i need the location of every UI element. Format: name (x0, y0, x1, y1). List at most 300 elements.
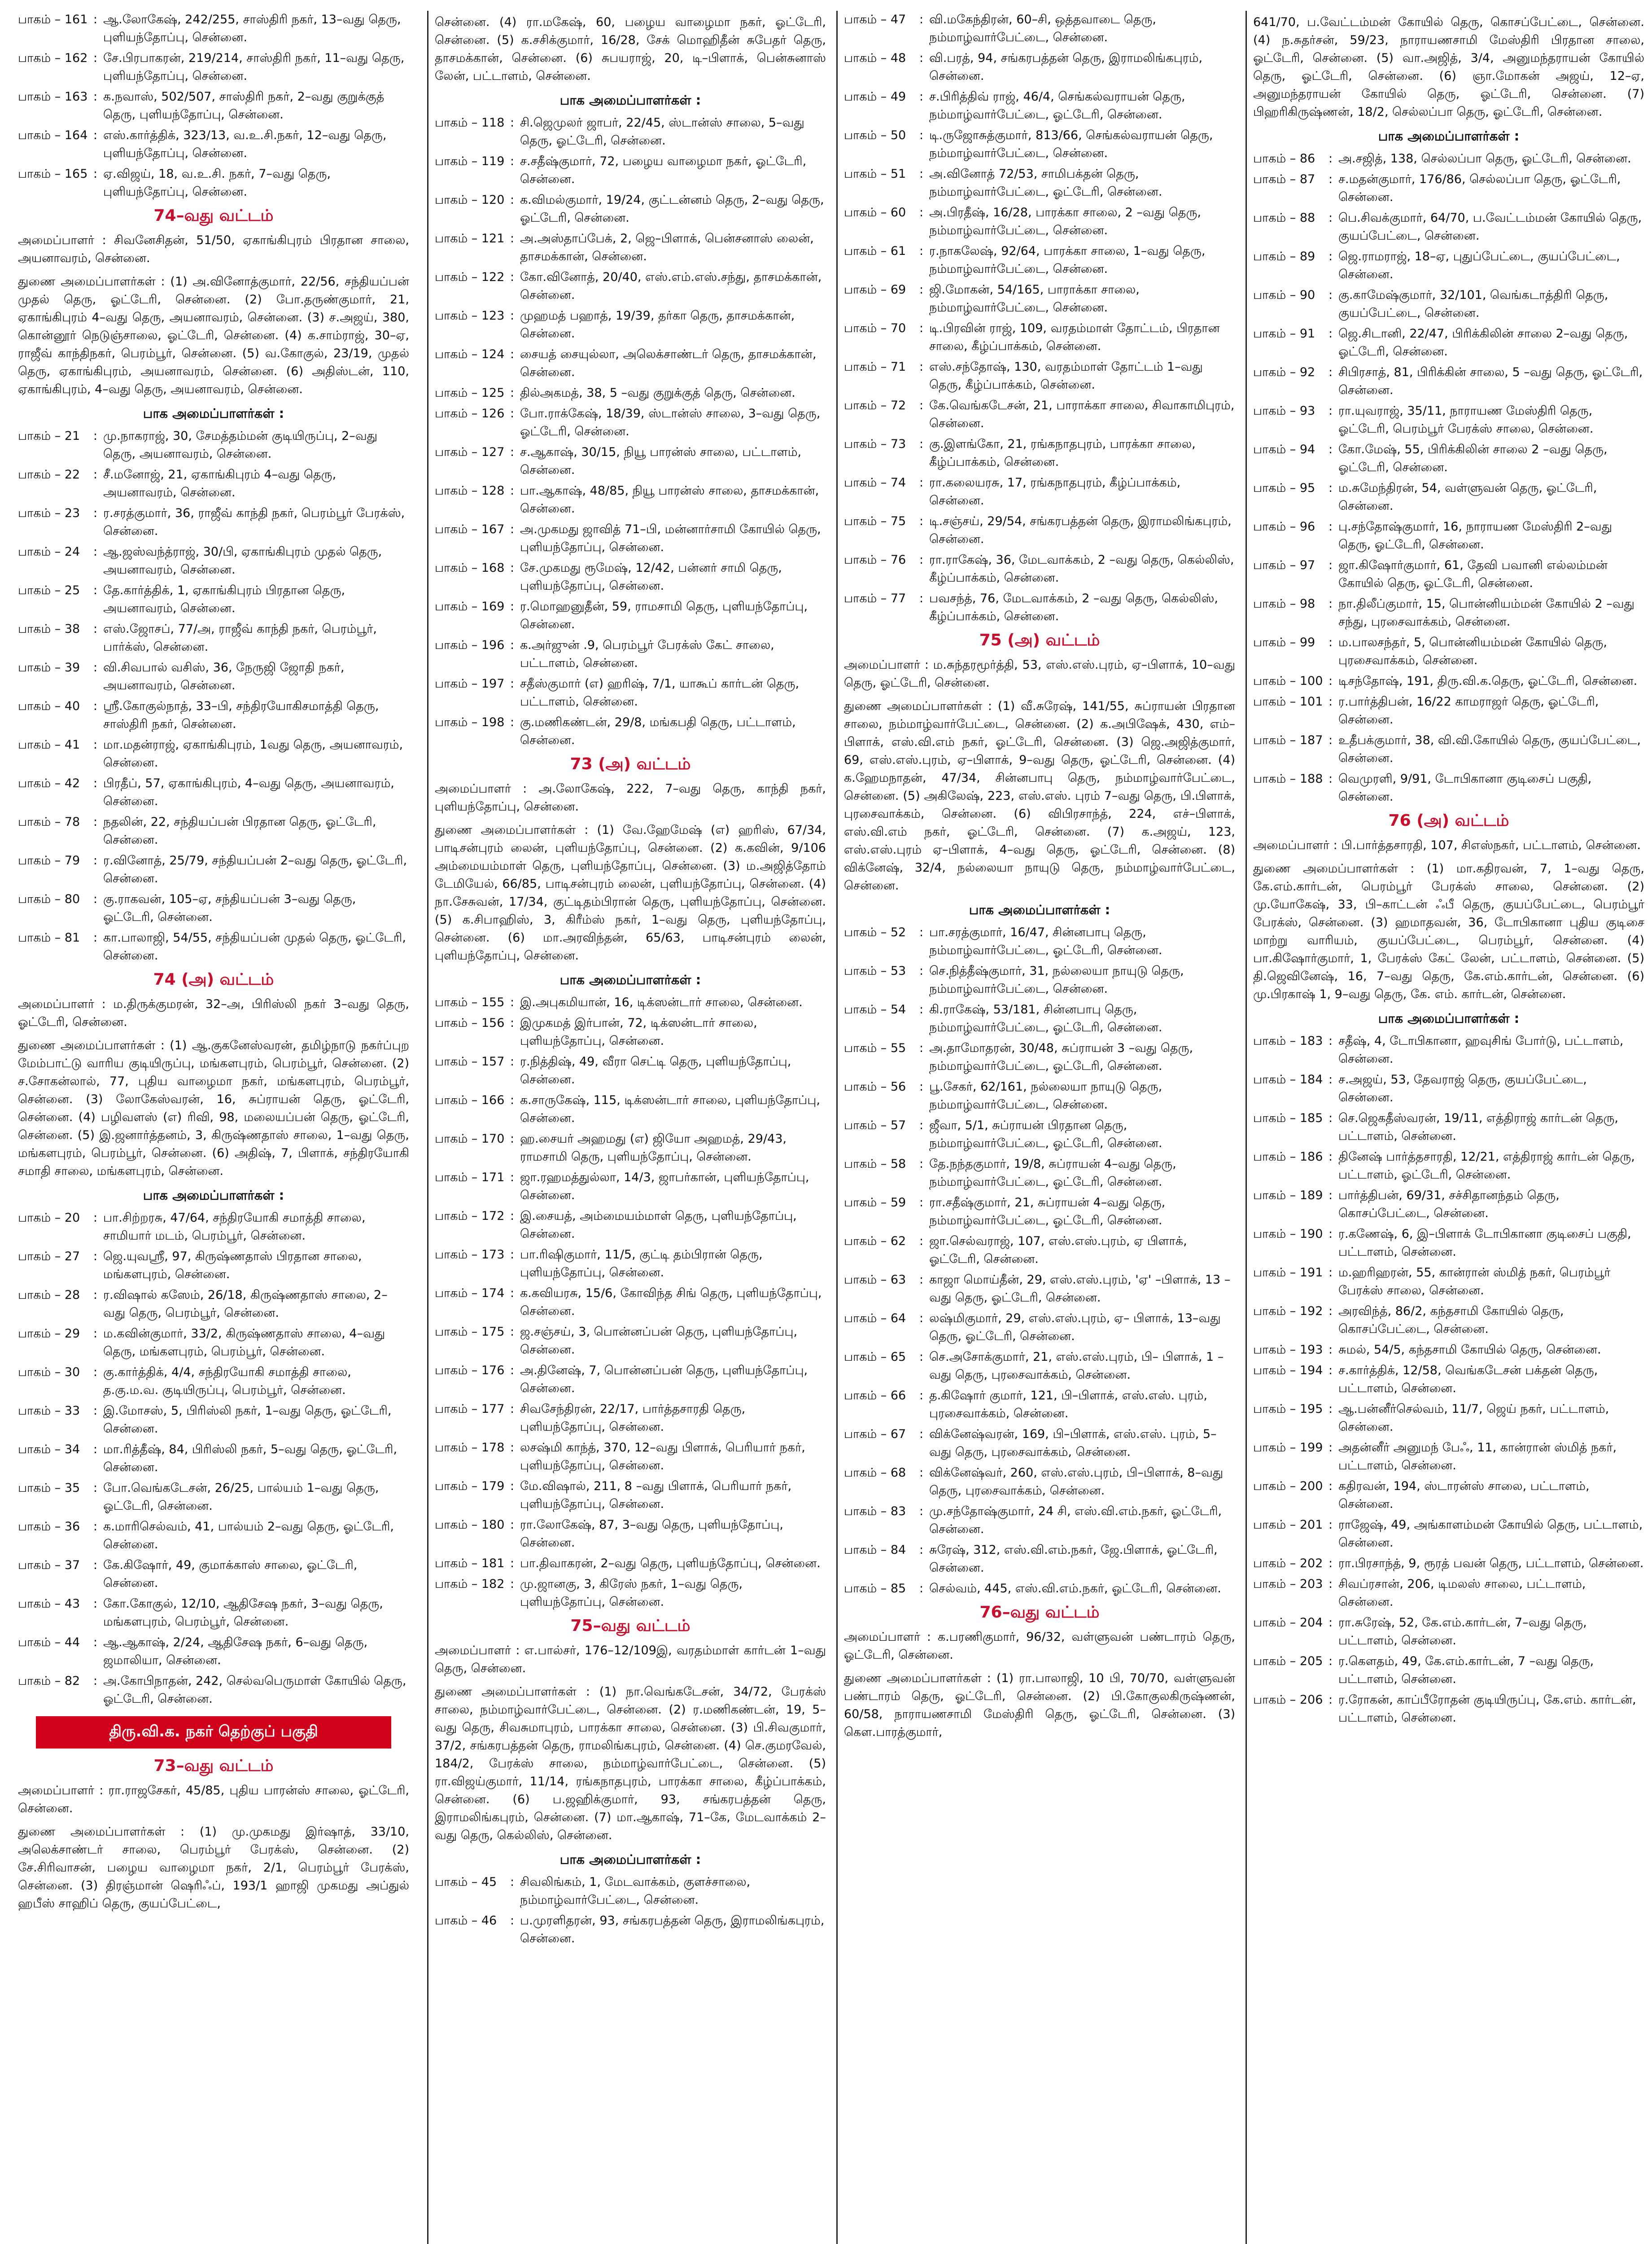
section-head-3: பாக அமைப்பாளர்கள் : (559, 92, 701, 108)
person-address: இ.அபுகமியான், 16, டிக்ஸன்டார் சாலை, சென்னை. (520, 995, 803, 1009)
list-item (844, 1387, 1235, 1423)
separator: : (1329, 1518, 1333, 1532)
person-address: ம.சுமேந்திரன், 54, வள்ளுவன் தெரு, ஓட்டேரி, சென்னை. (1338, 481, 1597, 513)
part-number: பாகம் – 169 (435, 600, 505, 614)
separator: : (510, 1363, 515, 1377)
person-address: ஆ.லோகேஷ், 242/255, சாஸ்திரி நகர், 13–வது தெரு, புளியந்தோப்பு, சென்னை. (103, 13, 401, 44)
list-item (18, 1248, 409, 1284)
person-address: இமுகமத் இர்பான், 72, டிக்ஸன்டார் சாலை, புளியந்தோப்பு, சென்னை. (520, 1016, 757, 1048)
section-head-5: பாக அமைப்பாளர்கள் : (559, 1852, 701, 1867)
list-item (18, 543, 409, 579)
separator: : (919, 1389, 924, 1402)
part-number: பாகம் – 155 (435, 995, 505, 1009)
list-item (18, 88, 409, 124)
person-address: ஜா.ரஹமத்துல்லா, 14/3, ஜாபர்கான், புளியந்தோப்பு, சென்னை. (520, 1170, 809, 1202)
part-number: பாகம் – 166 (435, 1093, 505, 1107)
person-address: சிவப்ரசான், 206, டிமலஸ் சாலை, பட்டாளம், சென்னை. (1338, 1577, 1586, 1609)
separator: : (93, 1520, 98, 1534)
list-item (844, 1271, 1235, 1307)
ward-76a-title: 76 (அ) வட்டம் (1388, 811, 1509, 830)
separator: : (93, 1365, 98, 1379)
list-item (435, 1130, 826, 1166)
separator: : (93, 583, 98, 597)
part-number: பாகம் – 203 (1253, 1577, 1323, 1591)
part-number: பாகம் – 99 (1253, 636, 1315, 649)
separator: : (919, 13, 924, 26)
person-address: ப.முரளிதரன், 93, சங்கரபத்தன் தெரு, இராமலிங்கபுரம், சென்னை. (520, 1914, 825, 1946)
part-number: பாகம் – 193 (1253, 1343, 1323, 1357)
ward-73-deputies: துணை அமைப்பாளர்கள் : (1) மு.முகமது இர்ஷாத், 33/10, அலெக்சாண்டர் சாலை, பெரம்பூர் பேரக்ஸ், சென்னை. (2) சே.சிரிவாசன், பழைய வாழைமா நகர், 2/1, பெரம்பூர் பேரக்ஸ், சென்னை. (3) திரஞ்மான் ஷெரிஃப், 193/1 ஹாஜி முகமது அப்துல் ஹபீஸ் சாஹிப் தெரு, குயப்பேட்டை, (18, 1825, 409, 1911)
part-number: பாகம் – 83 (844, 1504, 906, 1518)
entries-col4-a (1253, 150, 1644, 806)
separator: : (919, 1350, 924, 1364)
part-number: பாகம் – 62 (844, 1234, 906, 1248)
part-number: பாகம் – 70 (844, 321, 906, 335)
part-number: பாகம் – 183 (1253, 1034, 1323, 1048)
separator: : (1329, 1654, 1333, 1668)
list-item (18, 11, 409, 47)
part-number: பாகம் – 121 (435, 232, 505, 245)
part-number: பாகம் – 122 (435, 270, 505, 284)
separator: : (93, 1674, 98, 1688)
person-address: ச.ஆகாஷ், 30/15, நியூ பாரன்ஸ் சாலை, பட்டாளம், சென்னை. (520, 445, 802, 477)
person-address: லஷ்மிகுமார், 29, எஸ்.எஸ்.புரம், ஏ– பிளாக், 13–வது தெரு, ஓட்டேரி, சென்னை. (929, 1311, 1221, 1343)
section-head-2: பாக அமைப்பாளர்கள் : (143, 1188, 284, 1203)
separator: : (919, 1427, 924, 1441)
person-address: ம.ஹரிஹரன், 55, கான்ரான் ஸ்மித் நகர், பெரம்பூர் பேரக்ஸ் சாலை, சென்னை. (1338, 1266, 1611, 1297)
ward-76-deputies: துணை அமைப்பாளர்கள் : (1) ரா.பாலாஜி, 10 பி, 70/70, வள்ளுவன் பண்டாரம் தெரு, ஓட்டேரி, சென்னை. (2) பி.கோகுலகிருஷ்ணன், 60/58, நாராயணசாமி மேஸ்திரி தெரு, ஓட்டேரி, சென்னை. (3) கௌ.பாரத்குமார், (844, 1671, 1235, 1739)
person-address: ர.விஷால் கஸேம், 26/18, கிருஷ்ணதாஸ் சாலை, 2–வது தெரு, பெரம்பூர், சென்னை. (103, 1288, 388, 1320)
person-address: அரவிந்த், 86/2, கந்தசாமி கோயில் தெரு, கொசப்பேட்டை, சென்னை. (1338, 1304, 1564, 1336)
part-number: பாகம் – 186 (1253, 1150, 1323, 1164)
separator: : (1329, 1227, 1333, 1241)
list-item (844, 281, 1235, 317)
list-item (1253, 364, 1644, 399)
list-item (844, 1117, 1235, 1153)
list-item (435, 1516, 826, 1552)
part-number: பாகம் – 94 (1253, 443, 1315, 456)
list-item (1253, 1187, 1644, 1223)
part-number: பாகம் – 33 (18, 1404, 80, 1418)
person-address: லசஷ்மி காந்த், 370, 12–வது பிளாக், பெரியார் நகர், புளியந்தோப்பு, சென்னை. (520, 1441, 805, 1473)
column-1 (18, 11, 409, 2244)
separator: : (919, 1157, 924, 1171)
person-address: ம.கவின்குமார், 33/2, கிருஷ்ணதாஸ் சாலை, 4–வது தெரு, மங்களபுரம், பெரம்பூர், சென்னை. (103, 1327, 385, 1359)
part-number: பாகம் – 191 (1253, 1266, 1323, 1280)
ward-74-title: 74–வது வட்டம் (153, 206, 274, 225)
part-number: பாகம் – 64 (844, 1311, 906, 1325)
part-number: பாகம் – 184 (1253, 1073, 1323, 1087)
part-number: பாகம் – 195 (1253, 1402, 1323, 1416)
person-address: செ.அசோக்குமார், 21, எஸ்.எஸ்.புரம், பி– பிளாக், 1 –வது தெரு, புரசைவாக்கம், சென்னை. (929, 1350, 1224, 1382)
part-number: பாகம் – 120 (435, 193, 505, 207)
list-item (844, 1194, 1235, 1230)
separator: : (510, 638, 515, 652)
separator: : (510, 1055, 515, 1069)
separator: : (510, 1286, 515, 1300)
person-address: ஜீவா, 5/1, சுப்ராயன் பிரதான தெரு, நம்மாழ்வார்பேட்டை, ஓட்டேரி, சென்னை. (929, 1118, 1163, 1150)
separator: : (93, 931, 98, 945)
part-number: பாகம் – 35 (18, 1481, 80, 1495)
list-item (18, 165, 409, 201)
list-item (435, 1207, 826, 1243)
person-address: ஜா.செல்வராஜ், 107, எஸ்.எஸ்.புரம், ஏ பிளாக், ஓட்டேரி, சென்னை. (929, 1234, 1187, 1266)
list-item (435, 1284, 826, 1320)
ward-75-deputies: துணை அமைப்பாளர்கள் : (1) நா.வெங்கடேசன், 34/72, பேரக்ஸ் சாலை, நம்மாழ்வார்பேட்டை, சென்னை. (2) ர.மணிகண்டன், 19, 5–வது தெரு, சிவசுமாபுரம், பாரக்கா சாலை, சென்னை. (3) பி.சிவகுமார், 37/2, சங்கரபத்தன் தெரு, ராமலிங்கபுரம், சென்னை. (4) செ.குமரவேல், 184/2, பேரக்ஸ் சாலை, நம்மாழ்வார்பேட்டை, சென்னை. (5) ரா.விஜய்குமார், 11/14, ரங்கநாதபுரம், பாரக்கா சாலை, கீழ்ப்பாக்கம், சென்னை. (6) ப.ஜஹிக்குமார், 93, சங்கரபத்தன் தெரு, இராமலிங்கபுரம், சென்னை. (7) மா.ஆகாஷ், 71–கே, மேடவாக்கம் 2– வது தெரு, கெல்லிஸ், சென்னை. (435, 1685, 826, 1842)
separator: : (919, 553, 924, 567)
part-number: பாகம் – 97 (1253, 558, 1315, 572)
separator: : (93, 13, 98, 26)
separator: : (510, 1248, 515, 1262)
separator: : (919, 1003, 924, 1017)
part-number: பாகம் – 59 (844, 1196, 906, 1210)
part-number: பாகம் – 119 (435, 154, 505, 168)
person-address: நா.திலீப்குமார், 15, பொன்னியம்மன் கோயில் 2 –வது சந்து, புரசைவாக்கம், சென்னை. (1338, 597, 1635, 629)
part-number: பாகம் – 171 (435, 1170, 505, 1184)
person-address: ஜா.கிஷோர்குமார், 61, தேவி பவானி எல்லம்மன் கோயில் தெரு, ஓட்டேரி, சென்னை. (1338, 558, 1608, 590)
separator: : (1329, 211, 1333, 225)
person-address: க.கவியரசு, 15/6, கோவிந்த சிங் தெரு, புளியந்தோப்பு, சென்னை. (520, 1286, 822, 1318)
separator: : (919, 360, 924, 374)
separator: : (919, 437, 924, 451)
separator: : (919, 244, 924, 258)
part-number: பாகம் – 178 (435, 1441, 505, 1455)
list-item (844, 88, 1235, 124)
person-address: அ.சஜித், 138, செல்லப்பா தெரு, ஓட்டேரி, சென்னை. (1338, 152, 1631, 166)
person-address: ஜ.சஞ்சய், 3, பொன்னப்பன் தெரு, புளியந்தோப்பு, சென்னை. (520, 1325, 798, 1357)
separator: : (1329, 1479, 1333, 1493)
person-address: க.நவாஸ், 502/507, சாஸ்திரி நகர், 2–வது குறுக்குத் தெரு, புளியந்தோப்பு, சென்னை. (103, 90, 385, 122)
list-item (435, 1014, 826, 1050)
entries-col2-c (435, 1873, 826, 1948)
part-number: பாகம் – 69 (844, 283, 906, 297)
separator: : (1329, 520, 1333, 534)
entries-col1-a (18, 11, 409, 201)
part-number: பாகம் – 197 (435, 677, 505, 691)
list-item (844, 474, 1235, 510)
person-address: அ.தினேஷ், 7, பொன்னப்பன் தெரு, புளியந்தோப்பு, சென்னை. (520, 1363, 808, 1395)
part-number: பாகம் – 95 (1253, 481, 1315, 495)
newspaper-page (18, 11, 1644, 2244)
list-item (1253, 672, 1644, 690)
part-number: பாகம் – 80 (18, 892, 80, 906)
person-address: எஸ்.ஜோசப், 77/அ, ராஜீவ் காந்தி நகர், பெரம்பூர், பார்க்ஸ், சென்னை. (103, 622, 377, 654)
list-item (18, 1518, 409, 1554)
list-item (18, 504, 409, 540)
person-address: ர.சரத்குமார், 36, ராஜீவ் காந்தி நகர், பெரம்பூர் பேரக்ஸ், சென்னை. (103, 506, 405, 538)
ward-74-deputies: துணை அமைப்பாளர்கள் : (1) அ.வினோத்குமார், 22/56, சந்தியப்பன் முதல் தெரு, ஓட்டேரி, சென்னை. (2) போ.தருண்குமார், 21, ஏகாங்கிபுரம் 4–வது தெரு, அயனாவரம், சென்னை. (3) ச.அஜய், 380, கொன்னூர் நெடுஞ்சாலை, ஓட்டேரி, சென்னை. (4) க.சாம்ராஜ், 30–ஏ, ராஜீவ் காந்திநகர், பெரம்பூர், சென்னை. (5) வ.கோகுல், 23/19, முதல் தெரு, ஏகாங்கிபுரம், அயனாவரம், சென்னை. (6) அதிஸ்டன், 110, ஏகாங்கிபுரம், 4–வது தெரு, அயனாவரம், சென்னை. (18, 275, 409, 396)
part-number: பாகம் – 188 (1253, 772, 1323, 786)
section-head: பாக அமைப்பாளர்கள் : (143, 406, 284, 421)
person-address: ச.கார்த்திக், 12/58, வெங்கடேசன் பக்தன் தெரு, பட்டாளம், சென்னை. (1338, 1363, 1598, 1395)
separator: : (510, 1479, 515, 1493)
separator: : (1329, 695, 1333, 709)
separator: : (1329, 365, 1333, 379)
person-address: பா.சிற்றரசு, 47/64, சந்திரயோகி சமாத்தி சாலை, சாமியார் மடம், பெரம்பூர், சென்னை. (103, 1211, 366, 1243)
list-item (18, 620, 409, 656)
separator: : (919, 514, 924, 528)
person-address: க.அர்ஜுன் .9, பெரம்பூர் பேரக்ஸ் கேட் சாலை, பட்டாளம், சென்னை. (520, 638, 774, 670)
person-address: அ.பிரதீஷ், 16/28, பாரக்கா சாலை, 2 –வது தெரு, நம்மாழ்வார்பேட்டை, சென்னை. (929, 206, 1201, 237)
separator: : (510, 1170, 515, 1184)
list-item (844, 49, 1235, 85)
person-address: ர.வினோத், 25/79, சந்தியப்பன் 2–வது தெரு, ஓட்டேரி, சென்னை. (103, 854, 407, 885)
person-address: ஏ.விஜய், 18, வ.உ.சி. நகர், 7–வது தெரு, புளியந்தோப்பு, சென்னை. (103, 167, 331, 199)
part-number: பாகம் – 175 (435, 1325, 505, 1339)
part-number: பாகம் – 27 (18, 1249, 80, 1263)
person-address: ரா.சதீஷ்குமார், 21, சுப்ராயன் 4–வது தெரு, நம்மாழ்வார்பேட்டை, ஓட்டேரி, சென்னை. (929, 1196, 1166, 1227)
list-item (844, 11, 1235, 47)
person-address: க.மாரிசெல்வம், 41, பால்யம் 2–வது தெரு, ஓட்டேரி, சென்னை. (103, 1520, 394, 1552)
part-number: பாகம் – 204 (1253, 1616, 1323, 1630)
list-item (18, 1672, 409, 1708)
separator: : (510, 600, 515, 614)
person-address: கே.கிஷோர், 49, குமாக்காஸ் சாலை, ஓட்டேரி, சென்னை. (103, 1558, 358, 1590)
part-number: பாகம் – 65 (844, 1350, 906, 1364)
person-address: மே.விஷால், 211, 8 –வது பிளாக், பெரியார் நகர், புளியந்தோப்பு, சென்னை. (520, 1479, 792, 1511)
separator: : (919, 321, 924, 335)
separator: : (1329, 558, 1333, 572)
list-item (1253, 1691, 1644, 1727)
list-item (435, 114, 826, 150)
person-address: ரா.கலையரசு, 17, ரங்கநாதபுரம், கீழ்ப்பாக்கம், சென்னை. (929, 476, 1181, 508)
ward-74a-title: 74 (அ) வட்டம் (153, 970, 274, 989)
separator: : (919, 283, 924, 297)
separator: : (510, 116, 515, 130)
list-item (844, 1348, 1235, 1384)
list-item (1253, 634, 1644, 670)
list-item (435, 598, 826, 634)
ward-74a-deputies: துணை அமைப்பாளர்கள் : (1) ஆ.குகனேஸ்வரன், தமிழ்நாடு நகர்ப்புற மேம்பாட்டு வாரிய குடியிருப்பு, மங்களபுரம், பெரம்பூர், சென்னை. (2) ச.சோகன்லால், 77, புதிய வாழைமா நகர், மங்களபுரம், பெரம்பூர், சென்னை. (3) லோகேஸ்வரன், 16, சுப்ராயன் தெரு, ஓட்டேரி, சென்னை. (4) பழிவளஸ் (எ) ரிவி, 98, மலையப்பன் தெரு, ஓட்டேரி, சென்னை. (5) இ.ஜனார்த்தனம், 3, கிருஷ்ணதாஸ் சாலை, 1–வது தெரு, மங்களபுரம், பெரம்பூர், சென்னை. (6) அதிஷ், 7, பிளாக், சந்திரயோகி சமாதி சாலை, மங்களபுரம், சென்னை. (18, 1039, 409, 1178)
list-item (1253, 1400, 1644, 1436)
part-number: பாகம் – 34 (18, 1442, 80, 1456)
part-number: பாகம் – 164 (18, 128, 88, 142)
list-item (435, 1477, 826, 1513)
list-item (844, 397, 1235, 433)
part-number: பாகம் – 76 (844, 553, 906, 567)
person-address: செ.நித்தீஷ்குமார், 31, நல்லையா நாயுடு தெரு, நம்மாழ்வார்பேட்டை, சென்னை. (929, 964, 1184, 996)
person-address: வி.பரத், 94, சங்கரபத்தன் தெரு, இராமலிங்கபுரம், சென்னை. (929, 51, 1203, 83)
separator: : (1329, 674, 1333, 688)
list-item (435, 1362, 826, 1398)
separator: : (1329, 1441, 1333, 1455)
person-address: ர.கௌதம், 49, கே.எம்.கார்டன், 7 –வது தெரு, பட்டாளம், சென்னை. (1338, 1654, 1594, 1686)
separator: : (510, 677, 515, 691)
part-number: பாகம் – 174 (435, 1286, 505, 1300)
list-item (1253, 1362, 1644, 1398)
person-address: கு.காமேஷ்குமார், 32/101, வெங்கடாத்திரி தெரு, குயப்பேட்டை, சென்னை. (1338, 288, 1608, 320)
part-number: பாகம் – 199 (1253, 1441, 1323, 1455)
part-number: பாகம் – 50 (844, 128, 906, 142)
part-number: பாகம் – 173 (435, 1248, 505, 1262)
list-item (1253, 402, 1644, 438)
list-item (18, 775, 409, 811)
person-address: ஜெ.யுவஸ்ரீ, 97, கிருஷ்ணதாஸ் பிரதான சாலை, மங்களபுரம், சென்னை. (103, 1249, 362, 1281)
person-address: அதன்னீர் அனுமந் பேஃ, 11, கான்ரான் ஸ்மித் நகர், பட்டாளம், சென்னை. (1338, 1441, 1617, 1473)
list-item (18, 1556, 409, 1592)
ward-75-title: 75–வது வட்டம் (570, 1617, 691, 1635)
separator: : (1329, 1304, 1333, 1318)
list-item (435, 994, 826, 1012)
col4-intro: 641/70, ப.வேட்டம்மன் கோயில் தெரு, கொசப்பேட்டை, சென்னை. (4) ந.சுதர்சன், 59/23, நாராயணசாமி மேஸ்திரி பிரதான சாலை, ஓட்டேரி, சென்னை. (5) வா.அஜித், 3/4, அனுமந்தராயன் கோயில் தெரு, ஓட்டேரி, சென்னை. (6) ஞா.மோகன் அஜய், 12–ஏ, அனுமந்தராயன் கோயில் தெரு, ஓட்டேரி, சென்னை. (7) பிஹரிகிருஷ்ணன், 18/2, செல்லப்பா தெரு, ஓட்டேரி, சென்னை. (1253, 15, 1644, 119)
entries-col1-c (18, 1209, 409, 1708)
person-address: அ.வினோத் 72/53, சாமிபக்தன் தெரு, நம்மாழ்வார்பேட்டை, ஓட்டேரி, சென்னை. (929, 167, 1163, 199)
separator: : (919, 90, 924, 104)
part-number: பாகம் – 85 (844, 1582, 906, 1595)
list-item (844, 204, 1235, 240)
separator: : (93, 51, 98, 65)
separator: : (510, 1875, 515, 1889)
part-number: பாகம் – 170 (435, 1132, 505, 1146)
part-number: பாகம் – 52 (844, 925, 906, 939)
separator: : (919, 1273, 924, 1287)
list-item (18, 1634, 409, 1670)
person-address: பார்த்திபன், 69/31, சச்சிதானந்தம் தெரு, கொசப்பேட்டை, சென்னை. (1338, 1188, 1560, 1220)
part-number: பாகம் – 124 (435, 347, 505, 361)
separator: : (1329, 1363, 1333, 1377)
part-number: பாகம் – 72 (844, 399, 906, 412)
person-address: டிசந்தோஷ், 191, திரு.வி.க.தெரு, ஓட்டேரி, சென்னை. (1338, 674, 1638, 688)
list-item (435, 1053, 826, 1089)
separator: : (919, 476, 924, 490)
part-number: பாகம் – 187 (1253, 733, 1323, 747)
person-address: டி.சஞ்சய், 29/54, சங்கரபத்தன் தெரு, இராமலிங்கபுரம், சென்னை. (929, 514, 1232, 546)
section-head-7: பாக அமைப்பாளர்கள் : (1378, 128, 1520, 144)
person-address: பு.சந்தோஷ்குமார், 16, நாராயண மேஸ்திரி 2–வது தெரு, ஓட்டேரி, சென்னை. (1338, 520, 1613, 552)
person-address: ச.பிரித்திவ் ராஜ், 46/4, செங்கல்வராயன் தெரு, நம்மாழ்வார்பேட்டை, ஓட்டேரி, சென்னை. (929, 90, 1185, 122)
part-number: பாகம் – 56 (844, 1080, 906, 1094)
person-address: ரா.பிரசாந்த், 9, ரூரத் பவன் தெரு, பட்டாளம், சென்னை. (1338, 1556, 1644, 1570)
entries-col2-b (435, 994, 826, 1611)
separator: : (919, 1118, 924, 1132)
list-item (1253, 171, 1644, 206)
person-address: சதீஷ், 4, டோபிகானா, ஹவுசிங் போர்டு, பட்டாளம், சென்னை. (1338, 1034, 1624, 1066)
list-item (435, 1439, 826, 1475)
person-address: சே.முகமது ரூமேஷ், 12/42, பன்னர் சாமி தெரு, புளியந்தோப்பு, சென்னை. (520, 561, 782, 593)
separator: : (93, 815, 98, 829)
person-address: அ.முகமது ஜாவித் 71–பி, மன்னார்சாமி கோயில் தெரு, புளியந்தோப்பு, சென்னை. (520, 522, 821, 554)
person-address: அ.கோபிநாதன், 242, செல்வபெருமாள் கோயில் தெரு, ஓட்டேரி, சென்னை. (103, 1674, 406, 1706)
entries-col4-b (1253, 1032, 1644, 1727)
part-number: பாகம் – 55 (844, 1041, 906, 1055)
part-number: பாகம் – 168 (435, 561, 505, 575)
separator: : (1329, 288, 1333, 302)
separator: : (93, 1635, 98, 1649)
part-number: பாகம் – 118 (435, 116, 505, 130)
list-item (1253, 1614, 1644, 1650)
part-number: பாகம் – 37 (18, 1558, 80, 1572)
separator: : (1329, 443, 1333, 456)
separator: : (510, 232, 515, 245)
list-item (1253, 1225, 1644, 1261)
person-address: ர.நாகலேஷ், 92/64, பாரக்கா சாலை, 1–வது தெரு, நம்மாழ்வார்பேட்டை, சென்னை. (929, 244, 1206, 276)
person-address: கோ.மேஷ், 55, பிரிக்கிலின் சாலை 2 –வது தெரு, ஓட்டேரி, சென்னை. (1338, 443, 1608, 474)
part-number: பாகம் – 177 (435, 1402, 505, 1416)
separator: : (93, 699, 98, 713)
list-item (844, 1425, 1235, 1461)
person-address: மு.ஜானகு, 3, கிரேஸ் நகர், 1–வது தெரு, புளியந்தோப்பு, சென்னை. (520, 1577, 743, 1609)
ward-73a-title: 73 (அ) வட்டம் (570, 755, 691, 773)
list-item (1253, 150, 1644, 168)
separator: : (93, 1442, 98, 1456)
list-item (1253, 209, 1644, 245)
part-number: பாகம் – 71 (844, 360, 906, 374)
person-address: கு.கார்த்திக், 4/4, சந்திரயோகி சமாத்தி சாலை, த.கு.ம.வ. குடியிருப்பு, பெரம்பூர், சென்னை. (103, 1365, 351, 1397)
entries-col3-a (844, 11, 1235, 626)
separator: : (93, 892, 98, 906)
part-number: பாகம் – 101 (1253, 695, 1323, 709)
list-item (18, 127, 409, 162)
list-item (844, 127, 1235, 162)
separator: : (1329, 1073, 1333, 1087)
person-address: உதீபக்குமார், 38, வி.வி.கோயில் தெரு, குயப்பேட்டை, சென்னை. (1338, 733, 1641, 765)
separator: : (510, 407, 515, 421)
list-item (844, 320, 1235, 355)
part-number: பாகம் – 200 (1253, 1479, 1323, 1493)
part-number: பாகம் – 77 (844, 592, 906, 605)
part-number: பாகம் – 74 (844, 476, 906, 490)
ward-76-title: 76–வது வட்டம் (979, 1603, 1100, 1622)
separator: : (1329, 1693, 1333, 1707)
separator: : (93, 854, 98, 868)
separator: : (1329, 1034, 1333, 1048)
list-item (435, 153, 826, 188)
separator: : (919, 925, 924, 939)
part-number: பாகம் – 202 (1253, 1556, 1323, 1570)
ward-76a-organizer: அமைப்பாளர் : பி.பார்த்தசாரதி, 107, சிஎஸ்நகர், பட்டாளம், சென்னை. (1253, 838, 1641, 852)
person-address: ர.மொஹனுதீன், 59, ராமசாமி தெரு, புளியந்தோப்பு, சென்னை. (520, 600, 808, 631)
person-address: ஜி.மோகன், 54/165, பாராக்கா சாலை, நம்மாழ்வார்பேட்டை, சென்னை. (929, 283, 1140, 315)
separator: : (510, 1132, 515, 1146)
separator: : (510, 1914, 515, 1928)
person-address: எஸ்.சந்தோஷ், 130, வரதம்மாள் தோட்டம் 1–வது தெரு, கீழ்ப்பாக்கம், சென்னை. (929, 360, 1203, 392)
part-number: பாகம் – 40 (18, 699, 80, 713)
part-number: பாகம் – 190 (1253, 1227, 1323, 1241)
list-item (18, 929, 409, 965)
separator: : (919, 1543, 924, 1557)
person-address: அ.அஸ்தாப்பேக், 2, ஜெ–பிளாக், பென்சனாஸ் லைன், தாசமக்கான், சென்னை. (520, 232, 814, 263)
ward-73-organizer: அமைப்பாளர் : ரா.ராஜசேகர், 45/85, புதிய பாரன்ஸ் சாலை, ஓட்டேரி, சென்னை. (18, 1784, 409, 1815)
person-address: சையத் சையுல்லா, அலெக்சாண்டர் தெரு, தாசமக்கான், சென்னை. (520, 347, 817, 379)
person-address: வெமுரளி, 9/91, டோபிகானா குடிசைப் பகுதி, சென்னை. (1338, 772, 1592, 804)
list-item (435, 405, 826, 441)
separator: : (1329, 636, 1333, 649)
separator: : (510, 154, 515, 168)
part-number: பாகம் – 81 (18, 931, 80, 945)
list-item (18, 466, 409, 502)
part-number: பாகம் – 36 (18, 1520, 80, 1534)
person-address: சே.பிரபாகரன், 219/214, சாஸ்திரி நகர், 11–வது தெரு, புளியந்தோப்பு, சென்னை. (103, 51, 405, 83)
list-item (435, 443, 826, 479)
list-item (844, 165, 1235, 201)
part-number: பாகம் – 42 (18, 776, 80, 790)
person-address: த.கிஷோர் குமார், 121, பி–பிளாக், எஸ்.எஸ். புரம், புரசைவாக்கம், சென்னை. (929, 1389, 1208, 1420)
part-number: பாகம் – 196 (435, 638, 505, 652)
list-item (844, 1503, 1235, 1538)
part-number: பாகம் – 198 (435, 715, 505, 729)
part-number: பாகம் – 100 (1253, 674, 1323, 688)
person-address: மா.ரித்தீஷ், 84, பிரிஸ்லி நகர், 5–வது தெரு, ஓட்டேரி, சென்னை. (103, 1442, 398, 1474)
person-address: செல்வம், 445, எஸ்.வி.எம்.நகர், ஓட்டேரி, சென்னை. (929, 1582, 1221, 1595)
list-item (1253, 248, 1644, 284)
list-item (18, 49, 409, 85)
col2-intro: சென்னை. (4) ரா.மகேஷ், 60, பழைய வாழைமா நகர், ஓட்டேரி, சென்னை. (5) க.சசிக்குமார், 16/28, சேக் மொஹிதீன் சுபேதர் தெரு, தாசமக்கான், சென்னை. (6) சுபயராஜ், 20, டி–பிளாக், பென்சுனாஸ் லேன், பட்டாளம், சென்னை. (435, 15, 826, 83)
ward-75a-deputies: துணை அமைப்பாளர்கள் : (1) வீ.சுரேஷ், 141/55, சுப்ராயன் பிரதான சாலை, நம்மாழ்வார்பேட்டை, சென்னை. (2) க.அபிஷேக், 430, எம்–பிளாக், எஸ்.வி.எம் நகர், ஓட்டேரி, சென்னை. (3) ஜெ.அஜித்குமார், 69, எஸ்.எஸ்.புரம், ஏ–பிளாக், 9–வது தெரு, ஓட்டேரி, சென்னை. (4) க.ஹேமநாதன், 47/34, சின்னபாபு தெரு, நம்மாழ்வார்பேட்டை, சென்னை. (5) அகிலேஷ், 223, எஸ்.எஸ். புரம் 7–வது தெரு, பி.பிளாக், புரசைவாக்கம், சென்னை. (6) விபிரசாந்த், 224, எச்–பிளாக், எஸ்.வி.எம் நகர், ஓட்டேரி, சென்னை. (7) க.அஜய், 123, எஸ்.எஸ்.புரம் ஏ–பிளாக், 4–வது தெரு, ஓட்டேரி, சென்னை. (8) விக்னேஷ், 32/4, நல்லையா நாயுடு தெரு, நம்மாழ்வார்பேட்டை, சென்னை. (844, 699, 1235, 893)
separator: : (919, 51, 924, 65)
person-address: சீ.மனோஜ், 21, ஏகாங்கிபுரம் 4–வது தெரு, அயனாவரம், சென்னை. (103, 468, 337, 500)
ward-75-organizer: அமைப்பாளர் : எ.பால்சர், 176–12/109இ, வரதம்மாள் கார்டன் 1–வது தெரு, சென்னை. (435, 1644, 826, 1675)
separator: : (919, 1041, 924, 1055)
